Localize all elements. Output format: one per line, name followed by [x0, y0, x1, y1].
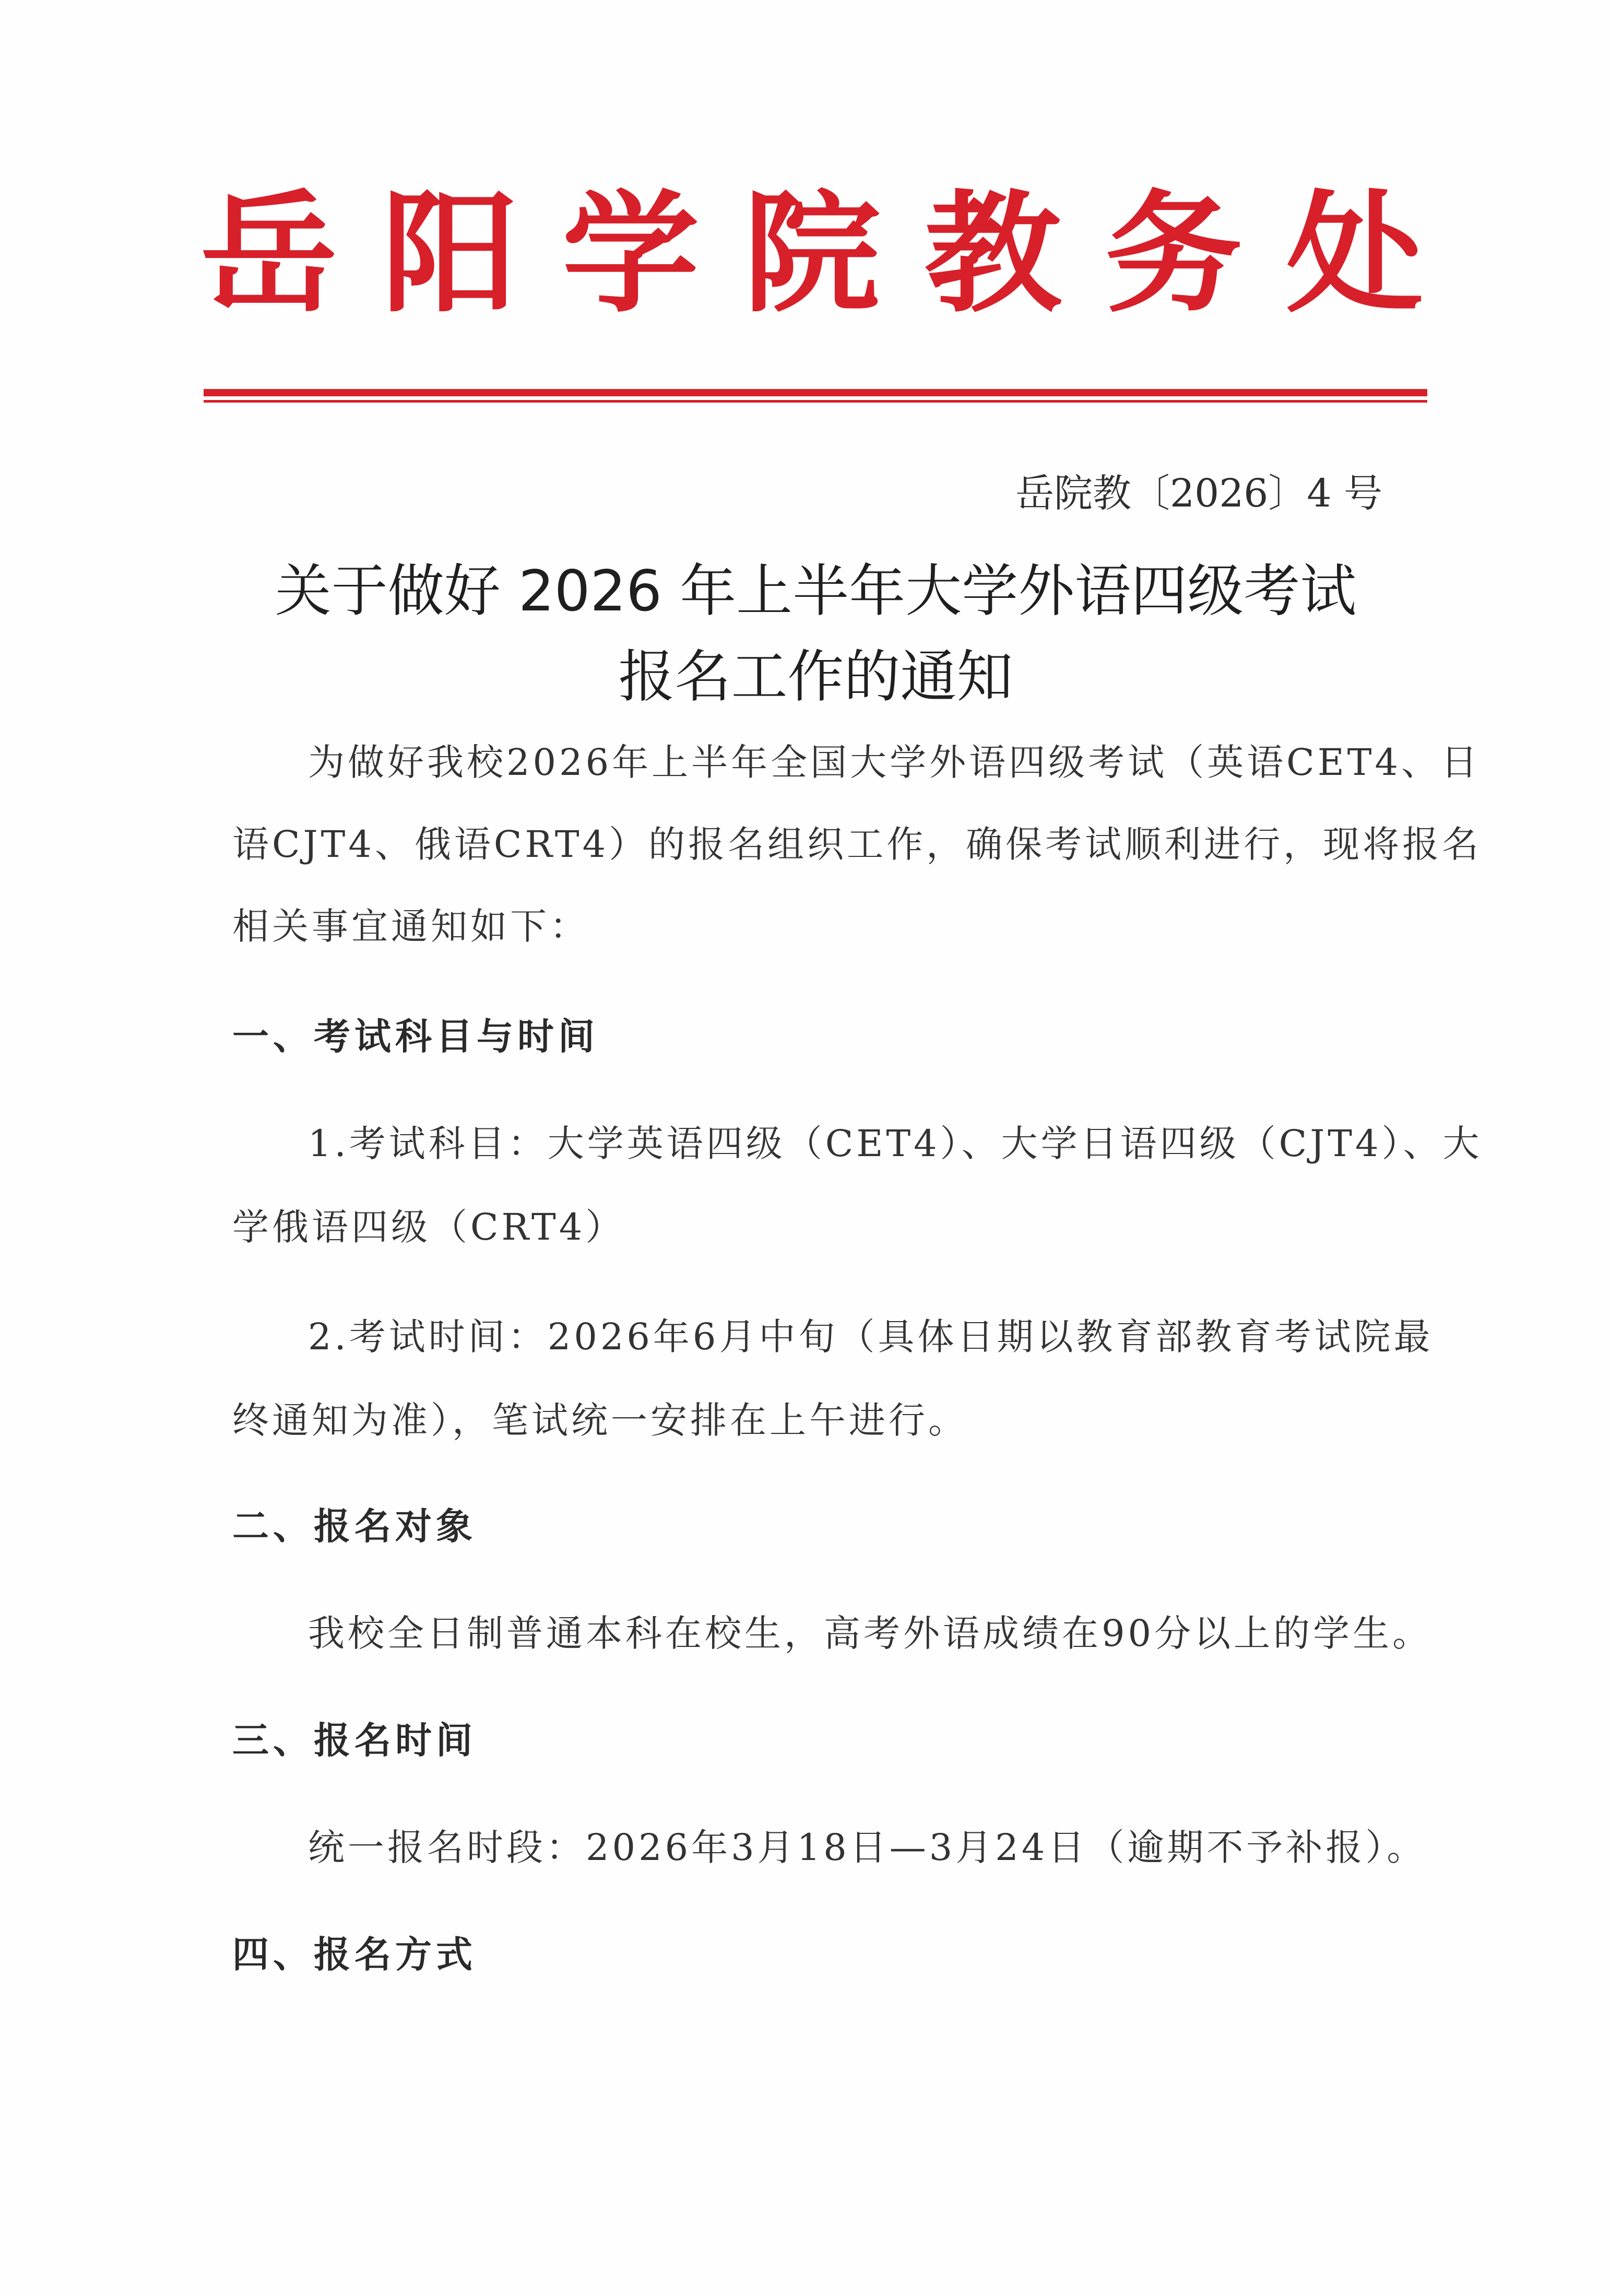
masthead-char: 教: [924, 176, 1061, 330]
paragraph-line: 统一报名时段：2026年3月18日—3月24日（逾期不予补报）。: [308, 1826, 1427, 1869]
paragraph-line: 我校全日制普通本科在校生，高考外语成绩在90分以上的学生。: [308, 1612, 1433, 1655]
masthead-divider-thin: [204, 400, 1427, 403]
masthead-char: 阳: [381, 176, 518, 330]
section-heading: 一、考试科目与时间: [232, 1015, 599, 1058]
document-title-line-2: 报名工作的通知: [618, 644, 1013, 710]
masthead-divider-thick: [204, 389, 1427, 396]
intro-line: 为做好我校2026年上半年全国大学外语四级考试（英语CET4、日: [308, 741, 1481, 784]
masthead-title: [200, 176, 1424, 330]
paragraph-line: 2.考试时间：2026年6月中旬（具体日期以教育部教育考试院最: [308, 1315, 1434, 1358]
masthead-char: 院: [743, 176, 881, 330]
section-heading: 二、报名对象: [232, 1505, 477, 1548]
paragraph-line: 学俄语四级（CRT4）: [232, 1206, 625, 1249]
document-title-line-1: 关于做好 2026 年上半年大学外语四级考试: [275, 559, 1357, 624]
intro-line: 语CJT4、俄语CRT4）的报名组织工作，确保考试顺利进行，现将报名: [232, 823, 1482, 866]
masthead-char: 学: [562, 176, 700, 330]
masthead-char: 处: [1286, 176, 1424, 330]
section-heading: 四、报名方式: [232, 1933, 477, 1976]
document-number: 岳院教〔2026〕4 号: [1015, 471, 1382, 516]
masthead-char: 务: [1105, 176, 1242, 330]
masthead-char: 岳: [200, 176, 338, 330]
paragraph-line: 终通知为准），笔试统一安排在上午进行。: [232, 1399, 968, 1442]
section-heading: 三、报名时间: [232, 1719, 477, 1762]
intro-line: 相关事宜通知如下：: [232, 905, 589, 948]
paragraph-line: 1.考试科目：大学英语四级（CET4）、大学日语四级（CJT4）、大: [308, 1122, 1483, 1165]
